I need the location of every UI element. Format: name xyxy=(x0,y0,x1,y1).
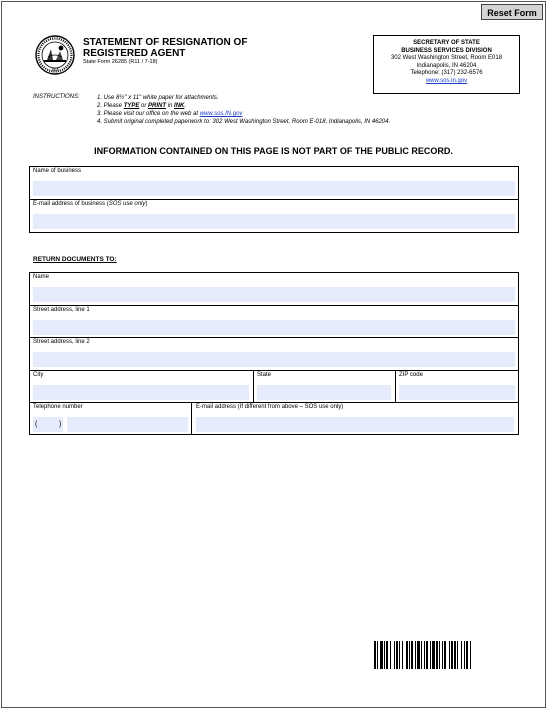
sos-line5: Telephone: (317) 232-6576 xyxy=(410,70,483,77)
zip-cell xyxy=(396,371,518,402)
barcode-bar xyxy=(457,641,458,669)
barcode-bar xyxy=(377,641,378,669)
business-section xyxy=(29,166,519,233)
barcode-bar xyxy=(432,641,435,669)
barcode-bar xyxy=(374,641,376,669)
phone-area-open-paren: ( xyxy=(35,421,38,428)
instruction-2-print: PRINT xyxy=(148,103,167,109)
public-record-notice: INFORMATION CONTAINED ON THIS PAGE IS NOT PART OF THE PUBLIC RECORD. xyxy=(94,146,453,156)
state-label: State xyxy=(257,372,272,378)
return-email-input[interactable] xyxy=(196,417,514,432)
return-documents-heading: RETURN DOCUMENTS TO: xyxy=(33,256,117,263)
state-seal-icon xyxy=(35,35,75,75)
sos-line3: 302 West Washington Street, Room E018 xyxy=(390,55,503,62)
form-title xyxy=(83,37,247,59)
barcode-bar xyxy=(384,641,385,669)
svg-text:1816: 1816 xyxy=(51,67,59,72)
barcode-bar xyxy=(386,641,388,669)
barcode-bar xyxy=(415,641,416,669)
street1-input[interactable] xyxy=(33,320,515,335)
phone-label: Telephone number xyxy=(33,404,83,410)
instructions-list xyxy=(97,94,390,126)
barcode-bar xyxy=(461,641,462,669)
instruction-2-type: TYPE xyxy=(123,103,140,109)
barcode-bar xyxy=(444,641,446,669)
instruction-3 xyxy=(97,110,390,118)
return-email-label: E-mail address (If different from above – SOS use only) xyxy=(196,404,344,410)
barcode-bar xyxy=(426,641,428,669)
barcode-bar xyxy=(394,641,395,669)
city-cell xyxy=(30,371,254,402)
state-cell xyxy=(254,371,396,402)
form-title-line2: REGISTERED AGENT xyxy=(83,48,186,59)
return-name-input[interactable] xyxy=(33,287,515,302)
business-name-input[interactable] xyxy=(33,181,515,196)
business-email-label-text: E-mail address of business ( xyxy=(33,201,109,207)
street2-row xyxy=(30,338,518,371)
return-name-label: Name xyxy=(33,274,50,280)
phone-area-close-paren: ) xyxy=(59,421,62,428)
barcode-bar xyxy=(417,641,420,669)
instruction-3-text: 3. Please visit our office on the web at xyxy=(97,111,200,117)
street1-row xyxy=(30,306,518,338)
barcode-bar xyxy=(402,641,403,669)
reset-form-button[interactable]: Reset Form xyxy=(481,4,543,20)
return-documents-section xyxy=(29,272,519,435)
business-name-row xyxy=(30,167,518,200)
phone-number-input[interactable] xyxy=(67,417,188,432)
street2-label: Street address, line 2 xyxy=(33,339,90,345)
barcode-bar xyxy=(470,641,471,669)
instruction-1: 1. Use 8½" x 11" white paper for attachments. xyxy=(97,95,219,101)
sos-website-link[interactable]: www.sos.in.gov xyxy=(425,77,468,84)
form-number: State Form 26285 (R11 / 7-18) xyxy=(83,59,158,65)
barcode-bar xyxy=(406,641,408,669)
barcode-bar xyxy=(421,641,422,669)
zip-input[interactable] xyxy=(399,385,515,400)
barcode-bar xyxy=(439,641,440,669)
city-label: City xyxy=(33,372,44,378)
return-name-row xyxy=(30,273,518,306)
sos-line2: BUSINESS SERVICES DIVISION xyxy=(401,47,492,54)
barcode-bar xyxy=(409,641,410,669)
sos-line1: SECRETARY OF STATE xyxy=(413,40,480,46)
barcode-bar xyxy=(436,641,438,669)
phone-area-code-input[interactable] xyxy=(33,417,63,432)
instructions-label: INSTRUCTIONS: xyxy=(33,94,80,100)
barcode-bar xyxy=(411,641,413,669)
instruction-2-text: 2. Please xyxy=(97,103,124,109)
business-name-label: Name of business xyxy=(33,168,82,174)
barcode-bar xyxy=(430,641,431,669)
instruction-2-ink: INK xyxy=(174,103,185,109)
business-email-row xyxy=(30,200,518,232)
instruction-2-or: or xyxy=(139,103,149,109)
city-state-zip-row xyxy=(30,371,518,403)
instruction-3-link[interactable]: www.sos.IN.gov xyxy=(199,111,243,117)
barcode-bar xyxy=(449,641,450,669)
barcode-bar xyxy=(399,641,400,669)
business-email-label-note: SOS use only xyxy=(108,201,146,207)
barcode-bar xyxy=(380,641,383,669)
instruction-2 xyxy=(97,102,390,110)
business-email-input[interactable] xyxy=(33,214,515,229)
barcode-bar xyxy=(466,641,468,669)
city-input[interactable] xyxy=(33,385,249,400)
barcode-bar xyxy=(396,641,398,669)
street1-label: Street address, line 1 xyxy=(33,307,90,313)
barcode-bar xyxy=(424,641,425,669)
form-title-line1: STATEMENT OF RESIGNATION OF xyxy=(83,37,248,48)
barcode-bar xyxy=(442,641,443,669)
phone-email-row xyxy=(30,403,518,434)
return-email-cell xyxy=(192,403,518,434)
barcode-icon xyxy=(374,641,505,669)
instruction-2-in: in xyxy=(166,103,175,109)
state-input[interactable] xyxy=(257,385,391,400)
sos-address-box xyxy=(373,35,520,94)
street2-input[interactable] xyxy=(33,352,515,367)
barcode-bar xyxy=(390,641,391,669)
zip-label: ZIP code xyxy=(399,372,423,378)
instruction-4: 4. Submit original completed paperwork to: 302 West Washington Street, Room E-018, Indianapolis, IN 46204. xyxy=(97,119,391,125)
barcode-bar xyxy=(451,641,453,669)
instruction-2-end: . xyxy=(184,103,187,109)
barcode-bar xyxy=(464,641,465,669)
phone-cell xyxy=(30,403,192,434)
business-email-label xyxy=(33,201,147,207)
business-email-label-close: ) xyxy=(145,201,148,207)
sos-line4: Indianapolis, IN 46204 xyxy=(416,62,477,69)
barcode-bar xyxy=(454,641,456,669)
